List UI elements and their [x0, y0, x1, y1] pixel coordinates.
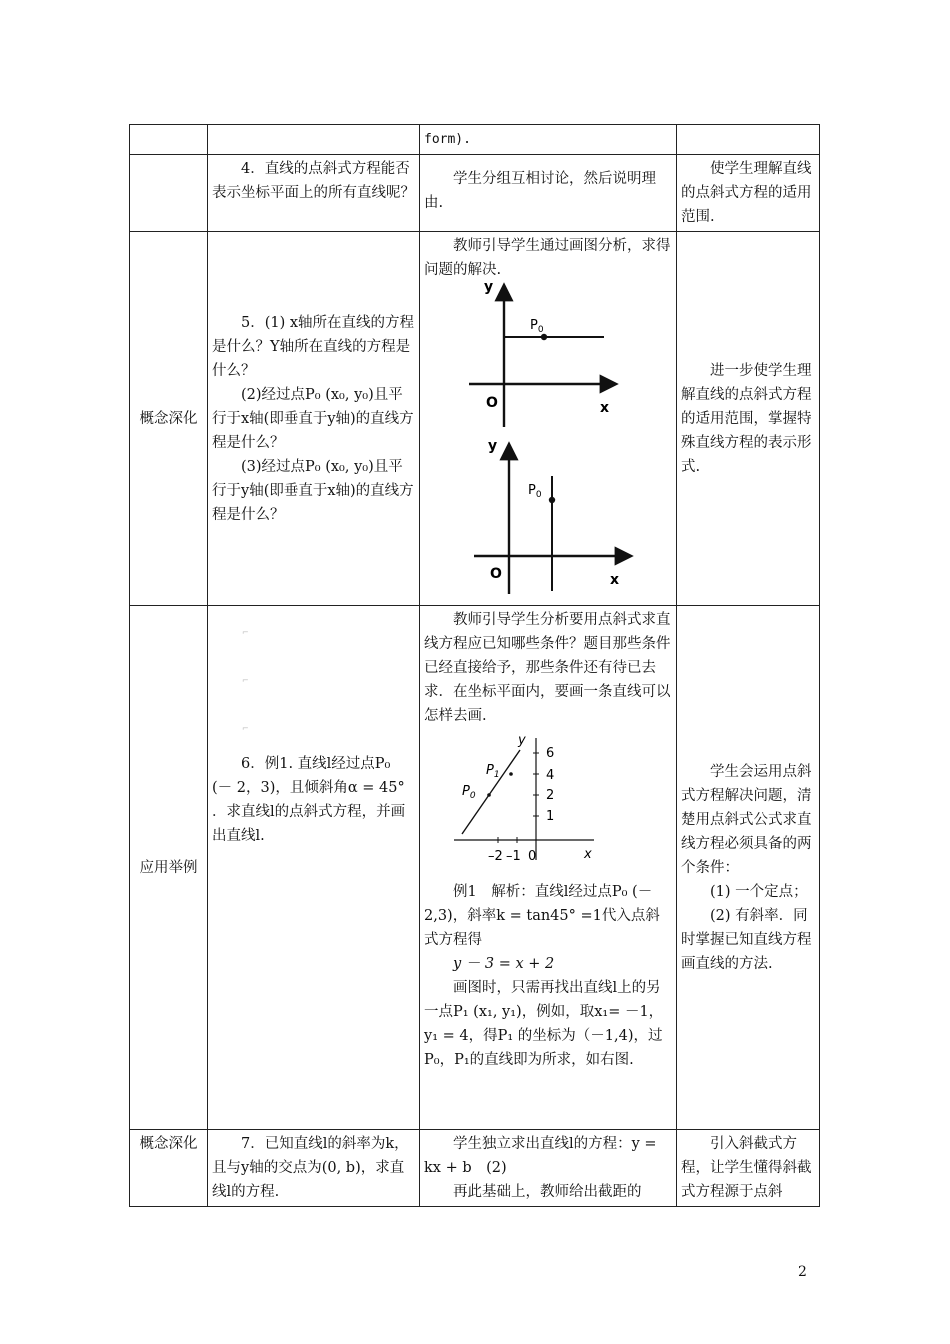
x-tick-label: 0: [528, 849, 537, 864]
p0-label: $P_0$: [530, 318, 544, 335]
purpose-text: 使学生理解直线的点斜式方程的适用范围.: [681, 161, 812, 225]
origin-label: O: [490, 566, 502, 582]
y-tick-label: 1: [546, 809, 555, 824]
question-5-3: (3)经过点P₀ (x₀, y₀)且平行于y轴(即垂直于x轴)的直线方程是什么？: [212, 458, 414, 523]
y-tick-label: 2: [546, 788, 555, 803]
question-7: 7．已知直线l的斜率为k，且与y轴的交点为(0, b)，求直线l的方程.: [212, 1136, 409, 1200]
p0-label: $P_0$: [462, 784, 476, 801]
solution-drawing-text: 画图时，只需再找出直线l上的另一点P₁ (x₁, y₁)，例如，取x₁= －1，y₁ = 4，得P₁ 的坐标为（－1,4)，过P₀，P₁的直线即为所求，如右图.: [424, 980, 664, 1068]
stage-label: 概念深化: [139, 1136, 198, 1152]
activity-text: 学生独立求出直线l的方程：y = kx + b (2): [424, 1136, 657, 1176]
x-tick-label: –2: [488, 849, 503, 864]
question-cell: [208, 125, 420, 155]
question-6: 6．例1. 直线l经过点P₀ (－ 2，3)，且倾斜角α = 45° ．求直线l的点斜式方程，并画出直线l.: [212, 756, 406, 844]
form-text: form).: [424, 132, 471, 147]
activity-cell: [420, 1130, 677, 1207]
origin-label: O: [486, 395, 498, 411]
vertical-line-figure: [464, 436, 664, 596]
purpose-text: 进一步使学生理解直线的点斜式方程的适用范围，掌握特殊直线方程的表示形式.: [681, 362, 812, 475]
y-tick-label: 4: [546, 768, 555, 783]
purpose-cell: [677, 125, 820, 155]
question-cell: ⌐ ⌐ ⌐ 6．例1. 直线l经过点P₀ (－ 2，3)，且倾斜角α = 45° ．求直线l的点斜式方程，并画出直线l.: [208, 606, 420, 1130]
purpose-text: 引入斜截式方程，让学生懂得斜截式方程源于点斜: [681, 1136, 812, 1200]
table-row: [130, 125, 820, 155]
x-axis-label: x: [584, 847, 592, 862]
question-5-1: 5．(1) x轴所在直线的方程是什么？Y轴所在直线的方程是什么？: [212, 314, 415, 379]
stage-label: 应用举例: [139, 859, 198, 876]
stage-label: 概念深化: [139, 410, 198, 427]
solution-text: 例1 解析：直线l经过点P₀ (－2,3)，斜率k = tan45° =1代入点斜式方程得: [424, 884, 660, 948]
activity-intro: 教师引导学生分析要用点斜式求直线方程应已知哪些条件？题目那些条件已经直接给予，那些条件还有待已去求．在坐标平面内，要画一条直线可以怎样去画.: [424, 612, 671, 724]
purpose-text: 学生会运用点斜式方程解决问题，清楚用点斜式公式求直线方程必须具备的两个条件：: [681, 763, 812, 876]
stage-cell: [130, 606, 208, 1130]
table-row: [130, 232, 820, 606]
table-row: [130, 155, 820, 232]
page-number: 2: [798, 1264, 807, 1280]
table-row: [130, 606, 820, 1130]
purpose-cell: [677, 155, 820, 232]
purpose-cell: [677, 232, 820, 606]
stage-cell: [130, 155, 208, 232]
p1-label: $P_1$: [486, 763, 500, 780]
table-row: [130, 1130, 820, 1207]
stage-cell: [130, 232, 208, 606]
stage-cell: [130, 1130, 208, 1207]
example-1-figure: [454, 730, 614, 870]
x-axis-label: x: [610, 572, 620, 588]
x-tick-label: –1: [506, 849, 521, 864]
horizontal-line-figure: [464, 282, 664, 432]
y-axis-label: y: [518, 733, 526, 748]
x-axis-label: x: [600, 400, 610, 416]
activity-text: 教师引导学生通过画图分析，求得问题的解决.: [424, 238, 671, 278]
purpose-cell: [677, 606, 820, 1130]
lesson-plan-table: [129, 124, 820, 1207]
purpose-condition-2: (2) 有斜率．同时掌握已知直线方程画直线的方法.: [681, 907, 812, 972]
activity-text: 学生分组互相讨论，然后说明理由.: [424, 171, 656, 211]
question-cell: [208, 232, 420, 606]
purpose-cell: [677, 1130, 820, 1207]
question-cell: [208, 1130, 420, 1207]
question-4: 4．直线的点斜式方程能否表示坐标平面上的所有直线呢？: [212, 161, 415, 201]
p0-label: $P_0$: [528, 483, 542, 500]
activity-text-2: 再此基础上，教师给出截距的: [453, 1184, 642, 1200]
solution-equation: y － 3 = x + 2: [453, 956, 555, 972]
activity-cell: [420, 125, 677, 155]
activity-cell: [420, 155, 677, 232]
question-cell: [208, 155, 420, 232]
activity-cell: [420, 606, 677, 1130]
y-tick-label: 6: [546, 746, 555, 761]
question-5-2: (2)经过点P₀ (x₀, y₀)且平行于x轴(即垂直于y轴)的直线方程是什么？: [212, 386, 414, 451]
stage-cell: [130, 125, 208, 155]
y-axis-label: y: [484, 282, 494, 295]
y-axis-label: y: [488, 438, 498, 454]
purpose-condition-1: (1) 一个定点；: [710, 883, 808, 900]
activity-cell: [420, 232, 677, 606]
